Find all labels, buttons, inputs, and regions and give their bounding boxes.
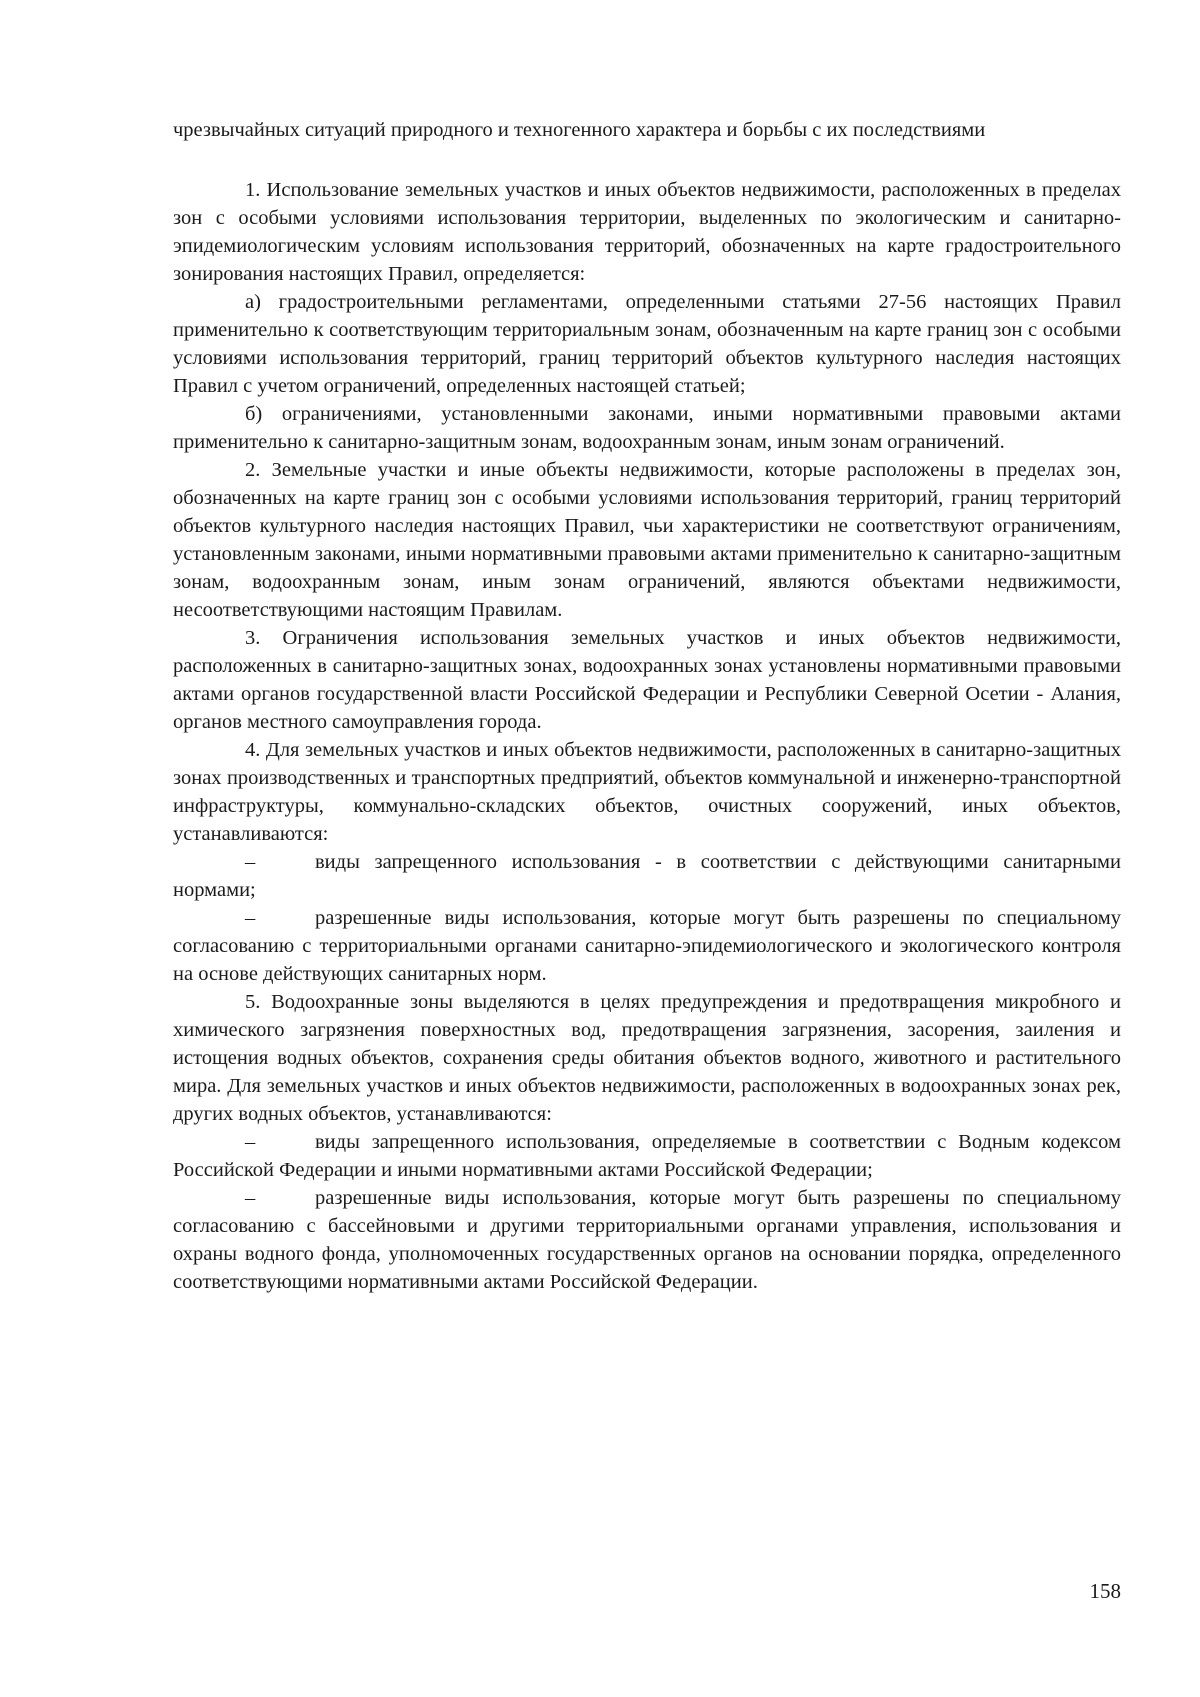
list-item-text: виды запрещенного использования - в соответствии с действующими санитарными нормами; [173, 851, 1121, 901]
list-item-text: виды запрещенного использования, определяемые в соответствии с Водным кодексом Российской Федерации и иными нормативными актами Российской Федерации; [173, 1131, 1121, 1181]
paragraph-4: 4. Для земельных участков и иных объектов недвижимости, расположенных в санитарно-защитных зонах производственных и транспортных предприятий, объектов коммунальной и инженерно-транспортной инфраструктуры, коммунально-складских объектов, очистных сооружений, иных объектов, устанавливаются: [173, 739, 1121, 845]
dash-marker: – [245, 1187, 256, 1209]
intro-paragraph: чрезвычайных ситуаций природного и техногенного характера и борьбы с их последствиями [173, 119, 986, 141]
paragraph-2: 2. Земельные участки и иные объекты недвижимости, которые расположены в пределах зон, обозначенных на карте границ зон с особыми условиями использования территорий, границ территорий объектов культурного наследия настоящих Правил, чьи характеристики не соответствуют ограничениям, установленным законами, иными нормативными правовыми актами применительно к санитарно-защитным зонам, водоохранным зонам, иным зонам ограничений, являются объектами недвижимости, несоответствующими настоящим Правилам. [173, 459, 1121, 621]
dash-marker: – [245, 907, 256, 929]
document-body [173, 116, 1121, 1296]
paragraph-3: 3. Ограничения использования земельных участков и иных объектов недвижимости, расположенных в санитарно-защитных зонах, водоохранных зонах установлены нормативными правовыми актами органов государственной власти Российской Федерации и Республики Северной Осетии - Алания, органов местного самоуправления города. [173, 627, 1121, 733]
list-item-text: разрешенные виды использования, которые могут быть разрешены по специальному согласованию с территориальными органами санитарно-эпидемиологического и экологического контроля на основе действующих санитарных норм. [173, 907, 1121, 985]
page-number: 158 [1089, 1579, 1121, 1603]
list-item [173, 848, 1121, 904]
dash-marker: – [245, 1131, 256, 1153]
paragraph-1: 1. Использование земельных участков и иных объектов недвижимости, расположенных в пределах зон с особыми условиями использования территории, выделенных по экологическим и санитарно-эпидемиологическим условиям использования территорий, обозначенных на карте градостроительного зонирования настоящих Правил, определяется: [173, 179, 1121, 285]
list-item-text: разрешенные виды использования, которые могут быть разрешены по специальному согласованию с бассейновыми и другими территориальными органами управления, использования и охраны водного фонда, уполномоченных государственных органов на основании порядка, определенного соответствующими нормативными актами Российской Федерации. [173, 1187, 1121, 1293]
paragraph-gap [173, 144, 1121, 176]
paragraph-1a: а) градостроительными регламентами, определенными статьями 27-56 настоящих Правил применительно к соответствующим территориальным зонам, обозначенным на карте границ зон с особыми условиями использования территорий, границ территорий объектов культурного наследия настоящих Правил с учетом ограничений, определенных настоящей статьей; [173, 291, 1121, 397]
list-item [173, 904, 1121, 988]
paragraph-1b: б) ограничениями, установленными законами, иными нормативными правовыми актами применительно к санитарно-защитным зонам, водоохранным зонам, иным зонам ограничений. [173, 403, 1121, 453]
dash-marker: – [245, 851, 256, 873]
list-item [173, 1184, 1121, 1296]
paragraph-5: 5. Водоохранные зоны выделяются в целях предупреждения и предотвращения микробного и химического загрязнения поверхностных вод, предотвращения загрязнения, засорения, заиления и истощения водных объектов, сохранения среды обитания объектов водного, животного и растительного мира. Для земельных участков и иных объектов недвижимости, расположенных в водоохранных зонах рек, других водных объектов, устанавливаются: [173, 991, 1121, 1125]
list-item [173, 1128, 1121, 1184]
